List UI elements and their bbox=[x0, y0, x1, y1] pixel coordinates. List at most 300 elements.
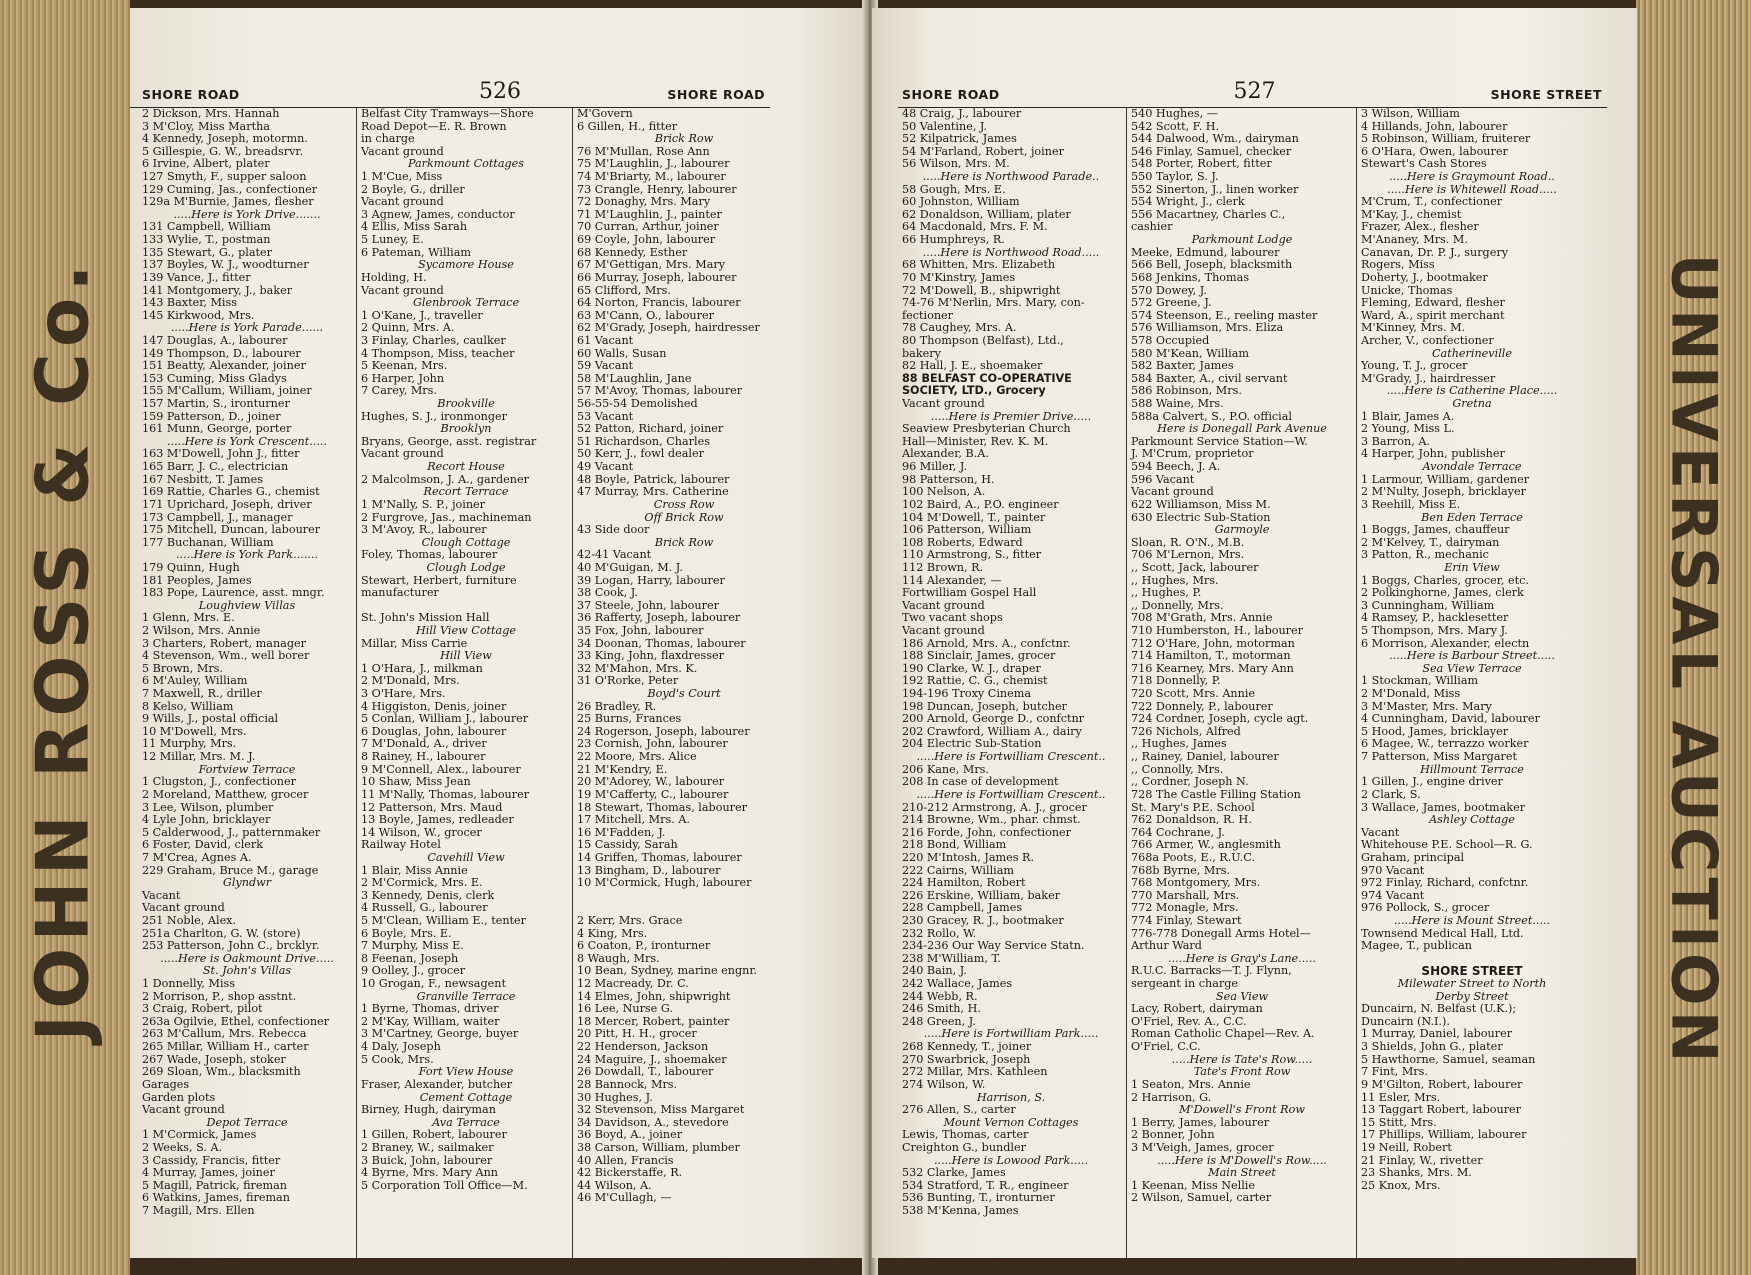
sub-heading: Recort Terrace bbox=[423, 485, 509, 499]
directory-entry: 1 Gillen, Robert, labourer bbox=[361, 1128, 507, 1142]
directory-entry: 70 Curran, Arthur, joiner bbox=[577, 220, 719, 234]
directory-entry: 1 Stockman, William bbox=[1361, 674, 1479, 688]
directory-entry: 238 M'William, T. bbox=[902, 951, 1001, 965]
directory-entry: Creighton G., bundler bbox=[902, 1140, 1026, 1154]
directory-entry: 173 Campbell, J., manager bbox=[142, 510, 293, 524]
directory-entry: ,, Cordner, Joseph N. bbox=[1131, 775, 1249, 789]
directory-entry: 1 Byrne, Thomas, driver bbox=[361, 1002, 499, 1016]
directory-entry: 114 Alexander, — bbox=[902, 573, 1002, 587]
directory-entry: 147 Douglas, A., labourer bbox=[142, 333, 288, 347]
directory-entry: 554 Wright, J., clerk bbox=[1131, 195, 1245, 209]
sub-heading: Glyndwr bbox=[222, 876, 272, 890]
directory-entry: Stewart, Herbert, furniture bbox=[361, 573, 517, 587]
directory-entry: 3 M'Veigh, James, grocer bbox=[1131, 1140, 1274, 1154]
directory-entry: 106 Patterson, William bbox=[902, 523, 1032, 537]
directory-entry: 5 Cook, Mrs. bbox=[361, 1052, 434, 1066]
directory-entry: R.U.C. Barracks—T. J. Flynn, bbox=[1131, 964, 1292, 978]
directory-entry: 44 Wilson, A. bbox=[577, 1178, 652, 1192]
directory-entry: 5 Corporation Toll Office—M. bbox=[361, 1178, 528, 1192]
sub-heading: Brick Row bbox=[654, 535, 714, 549]
directory-entry: 229 Graham, Bruce M., garage bbox=[142, 863, 319, 877]
directory-entry: 59 Vacant bbox=[577, 359, 634, 373]
directory-entry: 220 M'Intosh, James R. bbox=[902, 850, 1035, 864]
directory-entry: 1 Keenan, Miss Nellie bbox=[1131, 1178, 1256, 1192]
directory-entry: Lewis, Thomas, carter bbox=[902, 1128, 1029, 1142]
directory-entry: Vacant bbox=[142, 888, 181, 902]
directory-entry: 253 Patterson, John C., brcklyr. bbox=[142, 939, 320, 953]
sub-heading: Loughview Villas bbox=[198, 598, 296, 612]
spine-left-text: JOHN ROSS & Co. bbox=[21, 258, 105, 1042]
directory-entry: 6 Morrison, Alexander, electn bbox=[1361, 636, 1530, 650]
directory-entry: 2 Harrison, G. bbox=[1131, 1090, 1212, 1104]
directory-entry: 42-41 Vacant bbox=[577, 548, 652, 562]
directory-entry: 98 Patterson, H. bbox=[902, 472, 995, 486]
directory-entry: 2 Morrison, P., shop asstnt. bbox=[142, 989, 297, 1003]
directory-entry: 774 Finlay, Stewart bbox=[1131, 914, 1242, 927]
sub-heading: Fortview Terrace bbox=[198, 762, 296, 776]
directory-entry: 726 Nichols, Alfred bbox=[1131, 724, 1241, 738]
directory-entry: 536 Bunting, T., ironturner bbox=[902, 1191, 1055, 1205]
directory-entry: O'Friel, Rev. A., C.C. bbox=[1131, 1014, 1247, 1028]
directory-entry: 2 M'Kelvey, T., dairyman bbox=[1361, 535, 1500, 549]
directory-entry: 2 M'Kay, William, waiter bbox=[361, 1014, 500, 1028]
directory-entry: 578 Occupied bbox=[1131, 333, 1210, 347]
directory-entry: 566 Bell, Joseph, blacksmith bbox=[1131, 258, 1293, 272]
directory-entry: 25 Knox, Mrs. bbox=[1361, 1178, 1441, 1192]
directory-entry: 53 Vacant bbox=[577, 409, 634, 423]
directory-entry: 76 M'Mullan, Rose Ann bbox=[577, 144, 710, 158]
sub-heading: .....Here is Whitewell Road..... bbox=[1387, 182, 1557, 196]
directory-entry: 43 Side door bbox=[577, 523, 650, 537]
directory-entry: 67 M'Gettigan, Mrs. Mary bbox=[577, 258, 726, 272]
directory-entry: 61 Vacant bbox=[577, 333, 634, 347]
directory-entry: 48 Boyle, Patrick, labourer bbox=[577, 472, 730, 486]
directory-entry: 972 Finlay, Richard, confctnr. bbox=[1361, 876, 1529, 890]
right-page bbox=[872, 8, 1637, 1258]
directory-entry: 3 Wilson, William bbox=[1361, 108, 1460, 120]
sub-heading: Mount Vernon Cottages bbox=[943, 1115, 1079, 1129]
directory-entry: 70 M'Kinstry, James bbox=[902, 270, 1016, 284]
directory-entry: 39 Logan, Harry, labourer bbox=[577, 573, 725, 587]
directory-entry: Roman Catholic Chapel—Rev. A. bbox=[1131, 1027, 1315, 1041]
spine-right-text: UNIVERSAL AUCTION bbox=[1657, 253, 1731, 1067]
directory-entry: 3 Barron, A. bbox=[1361, 434, 1430, 448]
sub-heading: Recort House bbox=[427, 460, 505, 474]
sub-heading: Sea View bbox=[1215, 989, 1269, 1003]
directory-entry: 17 Phillips, William, labourer bbox=[1361, 1128, 1527, 1142]
directory-entry: Road Depot—E. R. Brown bbox=[361, 119, 507, 133]
directory-entry: 720 Scott, Mrs. Annie bbox=[1131, 687, 1256, 701]
directory-entry: 20 Pitt, H. H., grocer bbox=[577, 1027, 697, 1041]
directory-entry: 574 Steenson, E., reeling master bbox=[1131, 308, 1318, 322]
directory-entry: 194-196 Troxy Cinema bbox=[902, 687, 1032, 701]
sub-heading: Depot Terrace bbox=[206, 1115, 288, 1129]
directory-entry: 3 Wallace, James, bootmaker bbox=[1361, 800, 1526, 814]
directory-entry: 46 M'Cullagh, — bbox=[577, 1191, 672, 1205]
sub-heading: Cavehill View bbox=[427, 850, 505, 864]
directory-entry: 580 M'Kean, William bbox=[1131, 346, 1249, 360]
directory-entry: Arthur Ward bbox=[1131, 939, 1202, 953]
directory-entry: 768a Poots, E., R.U.C. bbox=[1131, 850, 1255, 864]
directory-entry: 161 Munn, George, porter bbox=[142, 422, 292, 436]
directory-entry: 5 Hawthorne, Samuel, seaman bbox=[1361, 1052, 1536, 1066]
right-column-2 bbox=[1126, 108, 1353, 1258]
directory-entry: Archer, V., confectioner bbox=[1361, 333, 1494, 347]
directory-entry: 4 Daly, Joseph bbox=[361, 1040, 441, 1054]
directory-entry: 4 Russell, G., labourer bbox=[361, 901, 488, 915]
directory-entry: 772 Monagle, Mrs. bbox=[1131, 901, 1239, 915]
directory-entry: 129a M'Burnie, James, flesher bbox=[142, 195, 314, 209]
directory-entry: 3 Patton, R., mechanic bbox=[1361, 548, 1489, 562]
directory-entry: 14 Griffen, Thomas, labourer bbox=[577, 850, 742, 864]
directory-entry: 74-76 M'Nerlin, Mrs. Mary, con- bbox=[902, 296, 1085, 310]
directory-entry: 269 Sloan, Wm., blacksmith bbox=[142, 1065, 301, 1079]
directory-entry: 80 Thompson (Belfast), Ltd., bbox=[902, 333, 1064, 347]
directory-entry: 50 Kerr, J., fowl dealer bbox=[577, 447, 704, 461]
directory-entry: 153 Cuming, Miss Gladys bbox=[142, 371, 287, 385]
directory-entry: 4 Cunningham, David, labourer bbox=[1361, 712, 1540, 726]
directory-entry: 263a Ogilvie, Ethel, confectioner bbox=[142, 1014, 330, 1028]
directory-entry: Magee, T., publican bbox=[1361, 939, 1472, 953]
directory-entry: 576 Williamson, Mrs. Eliza bbox=[1131, 321, 1284, 335]
left-columns bbox=[130, 108, 870, 1258]
directory-entry: 5 M'Clean, William E., tenter bbox=[361, 914, 527, 927]
directory-entry: 248 Green, J. bbox=[902, 1014, 976, 1028]
directory-entry: 58 Gough, Mrs. E. bbox=[902, 182, 1006, 196]
directory-entry: 31 O'Rorke, Peter bbox=[577, 674, 679, 688]
directory-entry: 40 M'Guigan, M. J. bbox=[577, 560, 683, 574]
directory-entry: 3 Reehill, Miss E. bbox=[1361, 497, 1461, 511]
directory-entry: 177 Buchanan, William bbox=[142, 535, 274, 549]
directory-entry: 3 Craig, Robert, pilot bbox=[142, 1002, 263, 1016]
directory-entry: 1 Glenn, Mrs. E. bbox=[142, 611, 235, 625]
left-page-number: 526 bbox=[479, 79, 521, 104]
sub-heading: Here is Donegall Park Avenue bbox=[1157, 422, 1327, 436]
directory-entry: ,, Hughes, Mrs. bbox=[1131, 573, 1219, 587]
directory-entry: 8 Rainey, H., labourer bbox=[361, 750, 486, 764]
directory-entry: Sloan, R. O'N., M.B. bbox=[1131, 535, 1245, 549]
directory-entry: 2 Wilson, Samuel, carter bbox=[1131, 1191, 1272, 1205]
directory-entry: 2 Wilson, Mrs. Annie bbox=[142, 623, 261, 637]
directory-entry: Duncairn (N.I.). bbox=[1361, 1014, 1450, 1028]
directory-entry: Holding, H. bbox=[361, 270, 427, 284]
directory-entry: 14 Wilson, W., grocer bbox=[361, 825, 482, 839]
sub-heading: Brookville bbox=[437, 397, 495, 411]
directory-entry: 33 King, John, flaxdresser bbox=[577, 649, 724, 663]
directory-entry: 1 M'Cue, Miss bbox=[361, 170, 443, 184]
directory-entry: 6 Pateman, William bbox=[361, 245, 471, 259]
directory-entry: 234-236 Our Way Service Statn. bbox=[902, 939, 1085, 953]
directory-entry: 728 The Castle Filling Station bbox=[1131, 787, 1301, 801]
directory-entry: O'Friel, C.C. bbox=[1131, 1040, 1201, 1054]
directory-entry: 222 Cairns, William bbox=[902, 863, 1015, 877]
directory-entry: 2 Young, Miss L. bbox=[1361, 422, 1455, 436]
directory-entry: Belfast City Tramways—Shore bbox=[361, 108, 534, 120]
directory-entry: 7 Patterson, Miss Margaret bbox=[1361, 750, 1517, 764]
sub-heading: Brick Row bbox=[654, 132, 714, 146]
directory-entry: 974 Vacant bbox=[1361, 888, 1425, 902]
directory-entry: 1 Berry, James, labourer bbox=[1131, 1115, 1270, 1129]
directory-entry: M'Kay, J., chemist bbox=[1361, 207, 1462, 221]
right-column-1 bbox=[902, 108, 1120, 1258]
directory-entry: 181 Peoples, James bbox=[142, 573, 252, 587]
directory-entry: 78 Caughey, Mrs. A. bbox=[902, 321, 1017, 335]
directory-entry: 2 M'Cormick, Mrs. E. bbox=[361, 876, 483, 890]
directory-entry: 776-778 Donegall Arms Hotel— bbox=[1131, 926, 1311, 940]
directory-entry: 4 King, Mrs. bbox=[577, 926, 648, 940]
directory-entry: Vacant ground bbox=[902, 623, 985, 637]
sub-heading: Cement Cottage bbox=[419, 1090, 513, 1104]
directory-entry: 3 M'Cloy, Miss Martha bbox=[142, 119, 270, 133]
directory-entry: 534 Stratford, T. R., engineer bbox=[902, 1178, 1069, 1192]
directory-entry: 11 Esler, Mrs. bbox=[1361, 1090, 1441, 1104]
directory-entry: 22 Moore, Mrs. Alice bbox=[577, 750, 697, 764]
directory-entry: 75 M'Laughlin, J., labourer bbox=[577, 157, 730, 171]
directory-entry: 588 Waine, Mrs. bbox=[1131, 397, 1224, 411]
directory-entry: 276 Allen, S., carter bbox=[902, 1103, 1016, 1117]
directory-entry: Parkmount Service Station—W. bbox=[1131, 434, 1308, 448]
directory-entry: 13 Taggart Robert, labourer bbox=[1361, 1103, 1522, 1117]
left-column-3 bbox=[572, 108, 791, 1258]
directory-entry: 9 M'Gilton, Robert, labourer bbox=[1361, 1077, 1523, 1091]
directory-entry: 52 Patton, Richard, joiner bbox=[577, 422, 724, 436]
directory-entry: 6 Foster, David, clerk bbox=[142, 838, 264, 852]
directory-entry: 4 Kennedy, Joseph, motormn. bbox=[142, 132, 308, 146]
sub-heading: Main Street bbox=[1208, 1166, 1276, 1180]
sub-heading: St. John's Villas bbox=[202, 964, 292, 978]
directory-entry: 6 O'Hara, Owen, labourer bbox=[1361, 144, 1508, 158]
sub-heading: Ashley Cottage bbox=[1429, 813, 1515, 827]
directory-entry: 5 Thompson, Mrs. Mary J. bbox=[1361, 623, 1508, 637]
directory-entry: 165 Barr, J. C., electrician bbox=[142, 460, 289, 474]
directory-entry: Foley, Thomas, labourer bbox=[361, 548, 498, 562]
sub-heading: .....Here is York Drive....... bbox=[173, 207, 321, 221]
directory-entry: 108 Roberts, Edward bbox=[902, 535, 1023, 549]
sub-heading: Parkmount Lodge bbox=[1191, 233, 1293, 247]
directory-entry: 26 Bradley, R. bbox=[577, 699, 657, 713]
sub-heading: .....Here is Northwood Road..... bbox=[922, 245, 1100, 259]
directory-entry: 74 M'Briarty, M., labourer bbox=[577, 170, 726, 184]
directory-entry: 19 M'Cafferty, C., labourer bbox=[577, 787, 729, 801]
directory-entry: 171 Uprichard, Joseph, driver bbox=[142, 497, 312, 511]
directory-entry: Vacant ground bbox=[361, 283, 444, 297]
directory-entry: 110 Armstrong, S., fitter bbox=[902, 548, 1042, 562]
directory-entry: 100 Nelson, A. bbox=[902, 485, 986, 499]
directory-entry: 267 Wade, Joseph, stoker bbox=[142, 1052, 286, 1066]
directory-entry: Vacant ground bbox=[1131, 485, 1214, 499]
directory-entry: bakery bbox=[902, 346, 941, 360]
directory-entry: 762 Donaldson, R. H. bbox=[1131, 813, 1252, 827]
sub-heading: .....Here is Premier Drive..... bbox=[930, 409, 1092, 423]
directory-entry: 143 Baxter, Miss bbox=[142, 296, 237, 310]
directory-entry: 230 Gracey, R. J., bootmaker bbox=[902, 914, 1064, 927]
directory-entry: 18 Mercer, Robert, painter bbox=[577, 1014, 730, 1028]
directory-entry: St. John's Mission Hall bbox=[361, 611, 490, 625]
sub-heading: .....Here is Fortwilliam Crescent.. bbox=[916, 787, 1106, 801]
directory-entry: 5 Calderwood, J., patternmaker bbox=[142, 825, 321, 839]
directory-entry: 568 Jenkins, Thomas bbox=[1131, 270, 1250, 284]
directory-entry: Alexander, B.A. bbox=[902, 447, 989, 461]
directory-entry: 263 M'Callum, Mrs. Rebecca bbox=[142, 1027, 307, 1041]
spine-left-label bbox=[8, 120, 118, 1180]
sub-heading: .....Here is Lowood Park..... bbox=[933, 1153, 1089, 1167]
directory-entry: 538 M'Kenna, James bbox=[902, 1204, 1019, 1218]
directory-entry: 4 Byrne, Mrs. Mary Ann bbox=[361, 1166, 498, 1180]
directory-entry: Young, T. J., grocer bbox=[1361, 359, 1468, 373]
directory-entry: 1 Murray, Daniel, labourer bbox=[1361, 1027, 1513, 1041]
directory-entry: 3 Shields, John G., plater bbox=[1361, 1040, 1503, 1054]
directory-entry: 40 Allen, Francis bbox=[577, 1153, 674, 1167]
sub-heading: Hill View Cottage bbox=[416, 623, 516, 637]
directory-entry: 18 Stewart, Thomas, labourer bbox=[577, 800, 747, 814]
directory-entry: 10 M'Dowell, Mrs. bbox=[142, 724, 247, 738]
directory-entry: 96 Miller, J. bbox=[902, 460, 968, 474]
directory-entry: 129 Cuming, Jas., confectioner bbox=[142, 182, 318, 196]
directory-entry: 32 M'Mahon, Mrs. K. bbox=[577, 661, 698, 675]
directory-entry: 240 Bain, J. bbox=[902, 964, 967, 978]
directory-entry: 3 M'Cartney, George, buyer bbox=[361, 1027, 519, 1041]
directory-entry: 722 Donnely, P., labourer bbox=[1131, 699, 1273, 713]
directory-entry: Seaview Presbyterian Church bbox=[902, 422, 1071, 436]
directory-entry: 4 Higgiston, Denis, joiner bbox=[361, 699, 507, 713]
directory-entry: 7 Maxwell, R., driller bbox=[142, 687, 262, 701]
directory-entry: Vacant ground bbox=[142, 901, 225, 915]
right-column-3 bbox=[1356, 108, 1583, 1258]
directory-entry: 11 M'Nally, Thomas, labourer bbox=[361, 787, 530, 801]
directory-entry: 2 Polkinghorne, James, clerk bbox=[1361, 586, 1524, 600]
sub-heading: .....Here is York Parade...... bbox=[170, 321, 324, 335]
directory-entry: 622 Williamson, Miss M. bbox=[1131, 497, 1271, 511]
directory-entry: 26 Dowdall, T., labourer bbox=[577, 1065, 714, 1079]
right-page-number: 527 bbox=[1233, 79, 1276, 104]
spine-right-label bbox=[1646, 140, 1741, 1180]
directory-entry: St. Mary's P.E. School bbox=[1131, 800, 1255, 814]
directory-entry: 49 Vacant bbox=[577, 460, 634, 474]
directory-entry: 712 O'Hare, John, motorman bbox=[1131, 636, 1295, 650]
directory-entry: 10 Grogan, F., newsagent bbox=[361, 977, 506, 991]
directory-entry: 64 Norton, Francis, labourer bbox=[577, 296, 741, 310]
directory-entry: Railway Hotel bbox=[361, 838, 441, 852]
directory-entry: 7 M'Crea, Agnes A. bbox=[142, 850, 252, 864]
directory-entry: 102 Baird, A., P.O. engineer bbox=[902, 497, 1059, 511]
directory-entry: 3 Cassidy, Francis, fitter bbox=[142, 1153, 281, 1167]
directory-entry: 54 M'Farland, Robert, joiner bbox=[902, 144, 1064, 158]
directory-entry: 32 Stevenson, Miss Margaret bbox=[577, 1103, 745, 1117]
directory-entry: 6 Douglas, John, labourer bbox=[361, 724, 507, 738]
directory-entry: 8 Kelso, William bbox=[142, 699, 234, 713]
directory-entry: 724 Cordner, Joseph, cycle agt. bbox=[1131, 712, 1309, 726]
directory-entry: 30 Hughes, J. bbox=[577, 1090, 653, 1104]
left-header-right: SHORE ROAD bbox=[667, 87, 765, 102]
directory-entry: 175 Mitchell, Duncan, labourer bbox=[142, 523, 321, 537]
directory-entry: 16 Lee, Nurse G. bbox=[577, 1002, 673, 1016]
sub-heading: Avondale Terrace bbox=[1422, 460, 1522, 474]
directory-entry: 73 Crangle, Henry, labourer bbox=[577, 182, 737, 196]
directory-entry: 596 Vacant bbox=[1131, 472, 1195, 486]
street-heading: SHORE STREET bbox=[1421, 964, 1523, 979]
directory-entry: Unicke, Thomas bbox=[1361, 283, 1453, 297]
directory-entry: 532 Clarke, James bbox=[902, 1166, 1006, 1180]
directory-entry: 13 Bingham, D., labourer bbox=[577, 863, 721, 877]
directory-entry: 9 Oolley, J., grocer bbox=[361, 964, 466, 978]
directory-entry: 47 Murray, Mrs. Catherine bbox=[577, 485, 729, 499]
directory-entry: Vacant bbox=[1361, 825, 1400, 839]
directory-entry: 5 Magill, Patrick, fireman bbox=[142, 1178, 287, 1192]
directory-entry: 145 Kirkwood, Mrs. bbox=[142, 308, 255, 322]
directory-entry: SOCIETY, LTD., Grocery bbox=[902, 384, 1046, 398]
sub-heading: Hillmount Terrace bbox=[1420, 762, 1524, 776]
directory-entry: 1 O'Kane, J., traveller bbox=[361, 308, 483, 322]
directory-entry: 2 Braney, W., sailmaker bbox=[361, 1140, 494, 1154]
directory-entry: 25 Burns, Frances bbox=[577, 712, 682, 726]
directory-entry: 190 Clarke, W. J., draper bbox=[902, 661, 1041, 675]
directory-entry: Stewart's Cash Stores bbox=[1361, 157, 1487, 171]
directory-entry: fectioner bbox=[902, 308, 954, 322]
directory-entry: 7 M'Donald, A., driver bbox=[361, 737, 487, 751]
sub-heading: .....Here is Catherine Place..... bbox=[1386, 384, 1558, 398]
directory-entry: 4 Ramsey, P., hacklesetter bbox=[1361, 611, 1509, 625]
directory-entry: 1 Blair, Miss Annie bbox=[361, 863, 468, 877]
sub-heading: Ben Eden Terrace bbox=[1421, 510, 1523, 524]
directory-entry: 88 BELFAST CO-OPERATIVE bbox=[902, 371, 1072, 385]
directory-entry: 218 Bond, William bbox=[902, 838, 1007, 852]
directory-entry: 2 Boyle, G., driller bbox=[361, 182, 465, 196]
directory-entry: 3 Charters, Robert, manager bbox=[142, 636, 306, 650]
directory-entry: 192 Rattie, C. G., chemist bbox=[902, 674, 1048, 688]
directory-entry: 246 Smith, H. bbox=[902, 1002, 981, 1016]
directory-entry: 7 Fint, Mrs. bbox=[1361, 1065, 1428, 1079]
directory-entry: 3 O'Hare, Mrs. bbox=[361, 687, 446, 701]
directory-entry: ,, Hughes, James bbox=[1131, 737, 1227, 751]
directory-entry: 9 M'Connell, Alex., labourer bbox=[361, 762, 521, 776]
directory-entry: 4 Murray, James, joiner bbox=[142, 1166, 275, 1180]
sub-heading: .....Here is Gray's Lane..... bbox=[1168, 951, 1316, 965]
directory-entry: Garages bbox=[142, 1077, 190, 1091]
directory-entry: 21 Finlay, W., rivetter bbox=[1361, 1153, 1483, 1167]
directory-entry: 37 Steele, John, labourer bbox=[577, 598, 719, 612]
sub-heading: Parkmount Cottages bbox=[407, 157, 525, 171]
directory-entry: 548 Porter, Robert, fitter bbox=[1131, 157, 1272, 171]
directory-entry: 23 Shanks, Mrs. M. bbox=[1361, 1166, 1472, 1180]
directory-entry: 2 Malcolmson, J. A., gardener bbox=[361, 472, 529, 486]
directory-entry: 12 Millar, Mrs. M. J. bbox=[142, 750, 256, 764]
directory-entry: 42 Bickerstaffe, R. bbox=[577, 1166, 683, 1180]
directory-entry: 706 M'Lernon, Mrs. bbox=[1131, 548, 1245, 562]
directory-entry: 62 M'Grady, Joseph, hairdresser bbox=[577, 321, 760, 335]
directory-entry: 3 Lee, Wilson, plumber bbox=[142, 800, 274, 814]
directory-entry bbox=[577, 890, 791, 903]
directory-entry: 764 Cochrane, J. bbox=[1131, 825, 1225, 839]
directory-entry: 3 M'Avoy, R., labourer bbox=[361, 523, 487, 537]
directory-entry: Vacant ground bbox=[902, 397, 985, 411]
directory-entry: 5 Robinson, William, fruiterer bbox=[1361, 132, 1531, 146]
directory-entry: 2 M'Donald, Mrs. bbox=[361, 674, 460, 688]
directory-entry: 586 Robinson, Mrs. bbox=[1131, 384, 1242, 398]
directory-entry: Hughes, S. J., ironmonger bbox=[361, 409, 508, 423]
directory-entry: 570 Dowey, J. bbox=[1131, 283, 1207, 297]
sub-heading: Fort View House bbox=[418, 1065, 514, 1079]
directory-entry: 149 Thompson, D., labourer bbox=[142, 346, 301, 360]
directory-entry: 268 Kennedy, T., joiner bbox=[902, 1040, 1032, 1054]
directory-entry: Fraser, Alexander, butcher bbox=[361, 1077, 513, 1091]
directory-entry: 3 Cunningham, William bbox=[1361, 598, 1495, 612]
directory-entry: 1 Gillen, J., engine driver bbox=[1361, 775, 1503, 789]
directory-entry: 14 Elmes, John, shipwright bbox=[577, 989, 731, 1003]
directory-entry: ,, Hughes, P. bbox=[1131, 586, 1202, 600]
directory-entry: 202 Crawford, William A., dairy bbox=[902, 724, 1082, 738]
directory-entry: 584 Baxter, A., civil servant bbox=[1131, 371, 1288, 385]
left-page bbox=[130, 8, 870, 1258]
